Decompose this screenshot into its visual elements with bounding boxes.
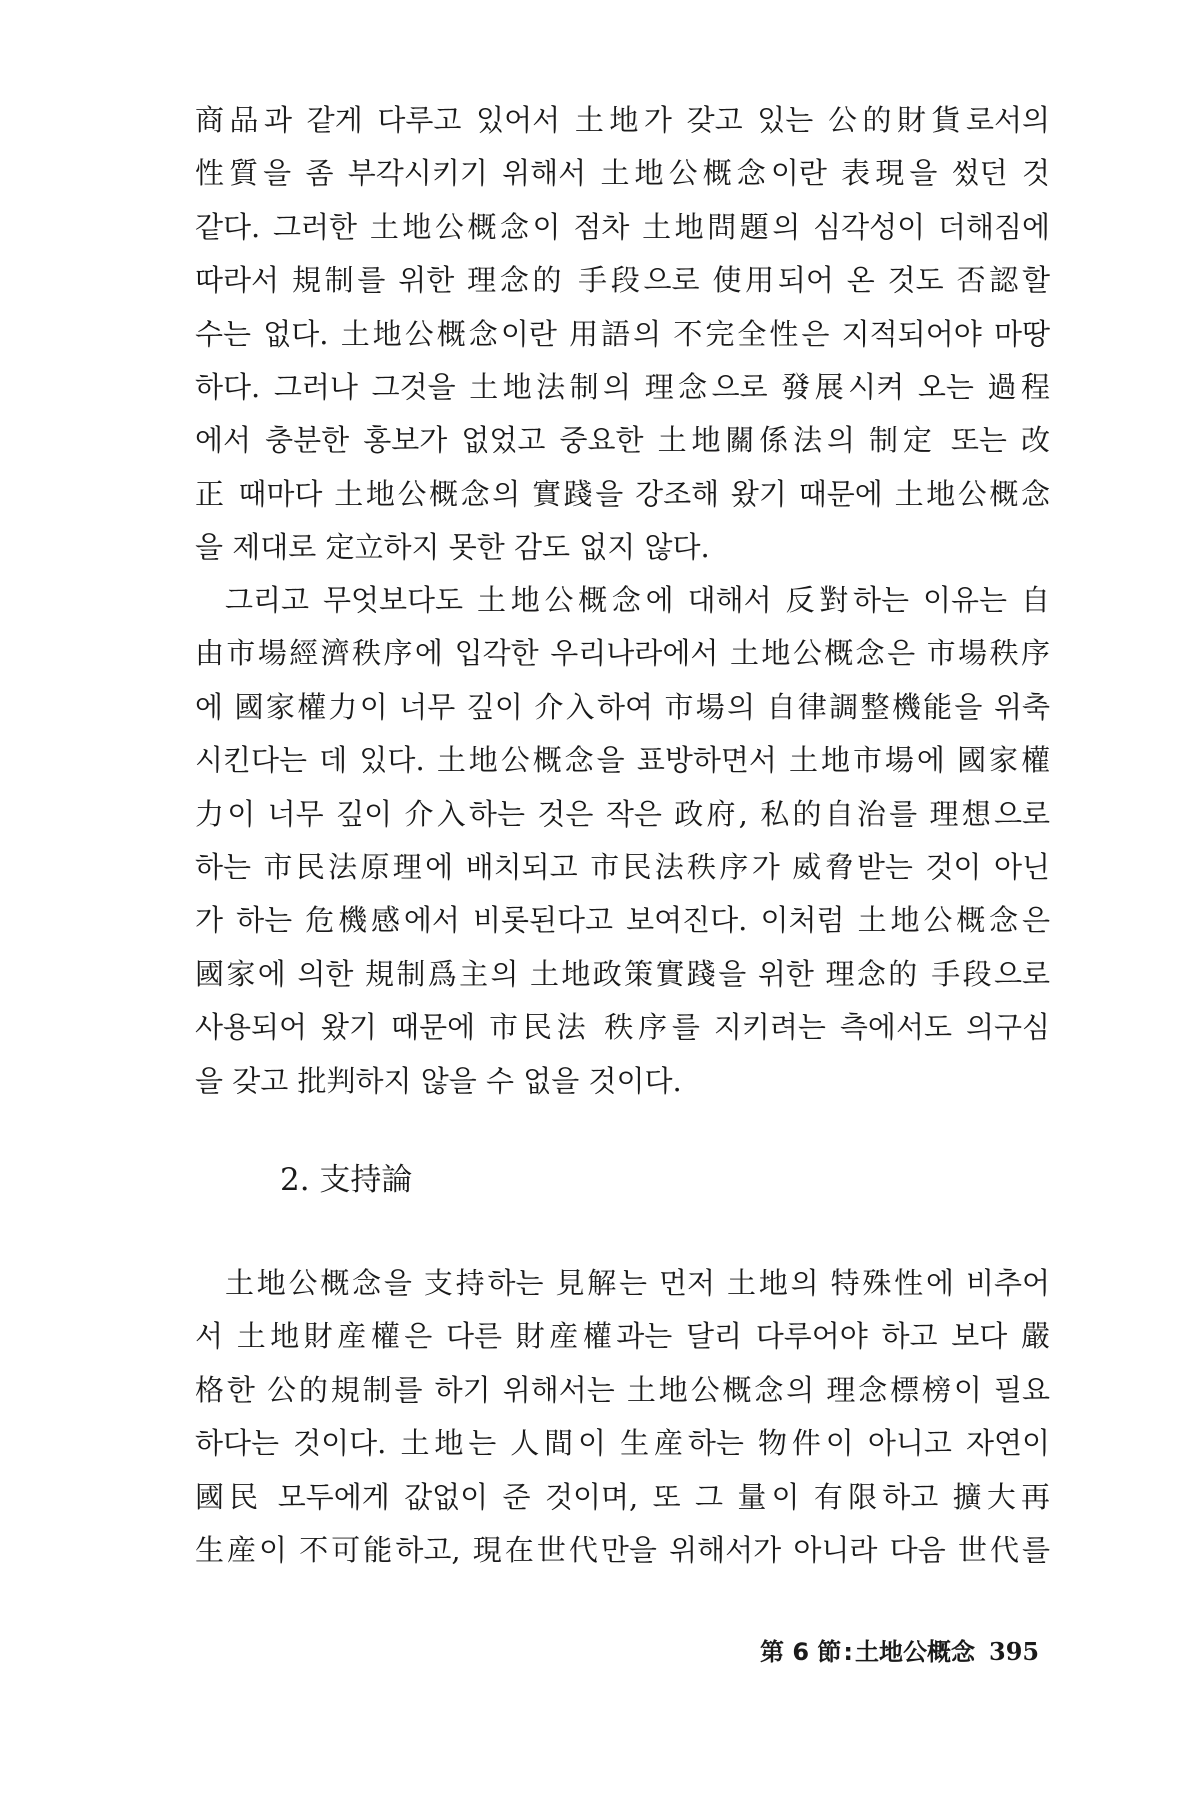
text-line: 을 제대로 定立하지 못한 감도 없지 않다. (195, 530, 710, 565)
text-line: 國民 모두에게 값없이 준 것이며, 또 그 量이 有限하고 擴大再 (195, 1479, 1050, 1514)
text-line: 서 土地財産權은 다른 財産權과는 달리 다루어야 하고 보다 嚴 (195, 1319, 1050, 1354)
text-line: 수는 없다. 土地公概念이란 用語의 不完全性은 지적되어야 마땅 (195, 316, 1050, 351)
text-line: 性質을 좀 부각시키기 위해서 土地公概念이란 表現을 썼던 것 (195, 156, 1050, 191)
page-footer (760, 1632, 1039, 1667)
text-line: 由市場經濟秩序에 입각한 우리나라에서 土地公概念은 市場秩序 (195, 636, 1050, 671)
text-line: 사용되어 왔기 때문에 市民法 秩序를 지키려는 측에서도 의구심 (195, 1010, 1050, 1045)
page-number: 395 (989, 1637, 1040, 1666)
text-line: 力이 너무 깊이 介入하는 것은 작은 政府, 私的自治를 理想으로 (195, 796, 1050, 831)
text-line: 하는 市民法原理에 배치되고 市民法秩序가 威脅받는 것이 아닌 (195, 849, 1050, 884)
text-line: 에 國家權力이 너무 깊이 介入하여 市場의 自律調整機能을 위축 (195, 689, 1050, 724)
text-line: 商品과 같게 다루고 있어서 土地가 갖고 있는 公的財貨로서의 (195, 103, 1050, 137)
text-line: 正 때마다 土地公概念의 實踐을 강조해 왔기 때문에 土地公概念 (195, 476, 1050, 511)
text-line: 土地公概念을 支持하는 見解는 먼저 土地의 特殊性에 비추어 (225, 1266, 1050, 1300)
paragraph-1 (195, 94, 1050, 575)
text-line: 하다는 것이다. 土地는 人間이 生産하는 物件이 아니고 자연이 (195, 1426, 1050, 1461)
paragraph-3 (195, 1257, 1050, 1577)
text-line: 에서 충분한 홍보가 없었고 중요한 土地關係法의 制定 또는 改 (195, 423, 1050, 458)
section-heading: 2. 支持論 (280, 1162, 413, 1198)
text-line: 그리고 무엇보다도 土地公概念에 대해서 反對하는 이유는 自 (225, 583, 1050, 617)
footer-separator: : (843, 1638, 854, 1666)
text-line: 을 갖고 批判하지 않을 수 없을 것이다. (195, 1063, 682, 1098)
paragraph-2 (195, 574, 1050, 1108)
text-line: 國家에 의한 規制爲主의 土地政策實踐을 위한 理念的 手段으로 (195, 956, 1050, 991)
text-line: 따라서 規制를 위한 理念的 手段으로 使用되어 온 것도 否認할 (195, 263, 1050, 298)
footer-section: 第 6 節 (760, 1638, 842, 1666)
text-line: 시킨다는 데 있다. 土地公概念을 표방하면서 土地市場에 國家權 (195, 743, 1050, 778)
text-line: 같다. 그러한 土地公概念이 점차 土地問題의 심각성이 더해짐에 (195, 209, 1050, 244)
text-line: 가 하는 危機感에서 비롯된다고 보여진다. 이처럼 土地公概念은 (195, 903, 1050, 938)
text-line: 하다. 그러나 그것을 土地法制의 理念으로 發展시켜 오는 過程 (195, 369, 1050, 404)
text-line: 生産이 不可能하고, 現在世代만을 위해서가 아니라 다음 世代를 (195, 1532, 1050, 1567)
text-line: 格한 公的規制를 하기 위해서는 土地公概念의 理念標榜이 필요 (195, 1372, 1050, 1407)
footer-title: 土地公概念 (855, 1638, 976, 1666)
